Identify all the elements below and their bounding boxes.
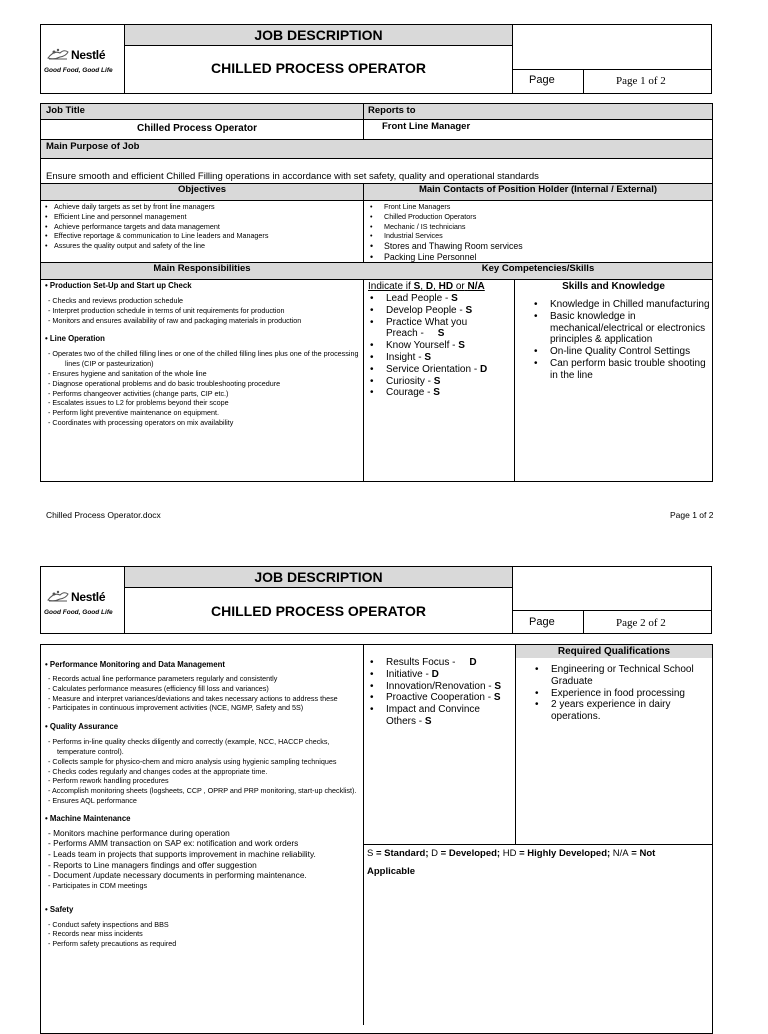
list-item: - Calculates performance measures (efficiency fill loss and variances): [45, 684, 359, 694]
responsibilities-content: [45, 281, 359, 428]
reports-to-value: Front Line Manager: [382, 121, 471, 132]
skill-item: • Knowledge in Chilled manufacturing: [528, 299, 710, 311]
section6-list: [45, 920, 359, 949]
contact-item: • Stores and Thawing Room services: [368, 241, 708, 252]
competency-list-2: [364, 657, 514, 728]
list-item: - Accomplish monitoring sheets (logsheets, CCP , OPRP and PRP monitoring, start-up checklist).: [45, 786, 359, 796]
nestle-logo: [44, 46, 122, 82]
list-item: - Diagnose operational problems and do basic troubleshooting procedure: [45, 379, 359, 389]
list-item: - Performs changeover activities (change parts, CIP etc.): [45, 389, 359, 399]
list-item: - Escalates issues to L2 for problems beyond their scope: [45, 398, 359, 408]
list-item: - Performs AMM transaction on SAP ex: notification and work orders: [45, 838, 359, 849]
list-item: - Participates in CDM meetings: [45, 881, 359, 891]
competency-item: • Service Orientation - D: [364, 364, 512, 376]
competency-item: • Know Yourself - S: [364, 340, 512, 352]
header-right-top: [512, 24, 712, 70]
list-item: - Collects sample for physico-chem and micro analysis using hygienic sampling techniques: [45, 757, 359, 767]
skills-label: Skills and Knowledge: [562, 281, 665, 292]
section-title: • Performance Monitoring and Data Management: [45, 660, 225, 669]
list-item: - Leads team in projects that supports improvement in machine reliability.: [45, 849, 359, 860]
objective-item: • Achieve performance targets and data management: [43, 222, 361, 232]
brand-name: Nestlé: [71, 590, 106, 604]
list-item: - Reports to Line managers findings and offer suggestion: [45, 860, 359, 871]
list-item: - Document /update necessary documents in performing maintenance.: [45, 870, 359, 881]
section2-list: [45, 349, 359, 427]
section-title: • Quality Assurance: [45, 722, 119, 732]
list-item: - Participates in continuous improvement activities (NCE, NGMP, Safety and 5S): [45, 703, 359, 713]
divider-v2: [515, 645, 516, 844]
competency-item: • Proactive Cooperation - S: [364, 692, 514, 704]
list-item: - Ensures AQL performance: [45, 796, 359, 806]
contact-item: • Chilled Production Operators: [368, 212, 708, 222]
purpose-label: Main Purpose of Job: [46, 141, 140, 152]
purpose-text: Ensure smooth and efficient Chilled Filling operations in accordance with set safety, quality and operational standards: [46, 171, 539, 182]
section-title: • Production Set-Up and Start up Check: [45, 281, 192, 290]
skill-item: • On-line Quality Control Settings: [528, 346, 710, 358]
list-item: - Performs in-line quality checks diligently and correctly (example, NCC, HACCP checks, temperature control).: [45, 737, 359, 757]
list-item: - Ensures hygiene and sanitation of the whole line: [45, 369, 359, 379]
skill-item: • Can perform basic trouble shooting in the line: [528, 358, 710, 382]
skills-list: [528, 299, 710, 382]
section-title: • Machine Maintenance: [45, 813, 131, 823]
list-item: - Perform light preventive maintenance on equipment.: [45, 408, 359, 418]
section-title: • Line Operation: [45, 334, 105, 344]
competency-item: • Lead People - S: [364, 293, 512, 305]
competencies-label: Key Competencies/Skills: [481, 263, 595, 274]
competency-instruction: Indicate if S, D, HD or N/A: [368, 281, 485, 292]
competency-item: • Practice What you Preach - S: [364, 317, 512, 341]
nest-icon: [46, 588, 70, 604]
section4-list: [45, 737, 359, 806]
section5-list-small: [45, 881, 359, 891]
contact-item: • Mechanic / IS technicians: [368, 222, 708, 232]
objectives-label: Objectives: [177, 184, 227, 195]
objective-item: • Achieve daily targets as set by front line managers: [43, 202, 361, 212]
job-title-value: Chilled Process Operator: [137, 123, 258, 134]
footer-page: Page 1 of 2: [670, 510, 714, 520]
nestle-logo: [44, 588, 122, 624]
list-item: - Measure and interpret variances/deviations and takes necessary actions to address these: [45, 694, 359, 704]
competency-item: • Develop People - S: [364, 305, 512, 317]
competency-list: [364, 293, 512, 399]
contacts-label: Main Contacts of Position Holder (Internal / External): [418, 184, 658, 195]
qualifications-label: Required Qualifications: [557, 646, 671, 657]
position-title: CHILLED PROCESS OPERATOR: [211, 603, 426, 619]
list-item: - Checks and reviews production schedule: [45, 296, 359, 306]
divider-v1: [363, 104, 364, 140]
competency-item: • Results Focus - D: [364, 657, 514, 669]
section3-list: [45, 674, 359, 713]
competency-item: • Innovation/Renovation - S: [364, 681, 514, 693]
list-item: - Coordinates with processing operators on mix availability: [45, 418, 359, 428]
section-title: • Safety: [45, 904, 74, 914]
qualifications-list: [529, 664, 709, 723]
qualification-item: • Engineering or Technical School Graduate: [529, 664, 709, 688]
contact-item: • Packing Line Personnel: [368, 252, 708, 263]
doc-title: JOB DESCRIPTION: [254, 569, 383, 585]
qualification-item: • 2 years experience in dairy operations.: [529, 699, 709, 723]
contact-item: • Industrial Services: [368, 231, 708, 241]
objective-item: • Assures the quality output and safety of the line: [43, 241, 361, 251]
objective-item: • Effective reportage & communication to Line leaders and Managers: [43, 231, 361, 241]
header-right-top: [512, 566, 712, 611]
page-label: Page: [529, 74, 555, 86]
footer-filename: Chilled Process Operator.docx: [46, 510, 161, 520]
list-item: - Perform safety precautions as required: [45, 939, 359, 949]
job-title-label: Job Title: [46, 105, 85, 116]
qualification-item: • Experience in food processing: [529, 688, 709, 700]
brand-tagline: Good Food, Good Life: [44, 609, 113, 616]
responsibilities-label: Main Responsibilities: [153, 263, 251, 274]
skill-item: • Basic knowledge in mechanical/electrical or electronics principles & application: [528, 311, 710, 346]
list-item: - Conduct safety inspections and BBS: [45, 920, 359, 930]
contacts-list: [368, 202, 708, 262]
nest-icon: [46, 46, 70, 62]
objectives-list: [43, 202, 361, 251]
doc-title: JOB DESCRIPTION: [254, 27, 383, 43]
list-item: - Checks codes regularly and changes codes at the appropriate time.: [45, 767, 359, 777]
brand-tagline: Good Food, Good Life: [44, 67, 113, 74]
reports-to-label: Reports to: [368, 105, 416, 116]
page-label: Page: [529, 616, 555, 628]
list-item: - Records near miss incidents: [45, 929, 359, 939]
page-value: Page 2 of 2: [616, 617, 666, 629]
list-item: - Interpret production schedule in terms of unit requirements for production: [45, 306, 359, 316]
contact-item: • Front Line Managers: [368, 202, 708, 212]
list-item: - Perform rework handling procedures: [45, 776, 359, 786]
competency-item: • Curiosity - S: [364, 376, 512, 388]
list-item: - Operates two of the chilled filling lines or one of the chilled filling lines plus one of the processing lines (CIP or pasteurization): [45, 349, 359, 369]
competency-item: • Initiative - D: [364, 669, 514, 681]
purpose-header-row: [41, 140, 712, 159]
competency-legend: S = Standard; D = Developed; HD = Highly Developed; N/A = Not Applicable: [367, 848, 656, 877]
competency-item: • Courage - S: [364, 387, 512, 399]
brand-name: Nestlé: [71, 48, 106, 62]
divider-v3: [514, 280, 515, 482]
position-title: CHILLED PROCESS OPERATOR: [211, 60, 426, 76]
competency-item: • Impact and Convince Others - S: [364, 704, 514, 728]
responsibilities-content-2: [45, 660, 359, 949]
page-value: Page 1 of 2: [616, 75, 666, 87]
section1-list: [45, 296, 359, 325]
list-item: - Records actual line performance parameters regularly and consistently: [45, 674, 359, 684]
list-item: - Monitors machine performance during operation: [45, 828, 359, 839]
objective-item: • Efficient Line and personnel management: [43, 212, 361, 222]
list-item: - Monitors and ensures availability of raw and packaging materials in production: [45, 316, 359, 326]
section5-list: [45, 828, 359, 881]
competency-item: • Insight - S: [364, 352, 512, 364]
